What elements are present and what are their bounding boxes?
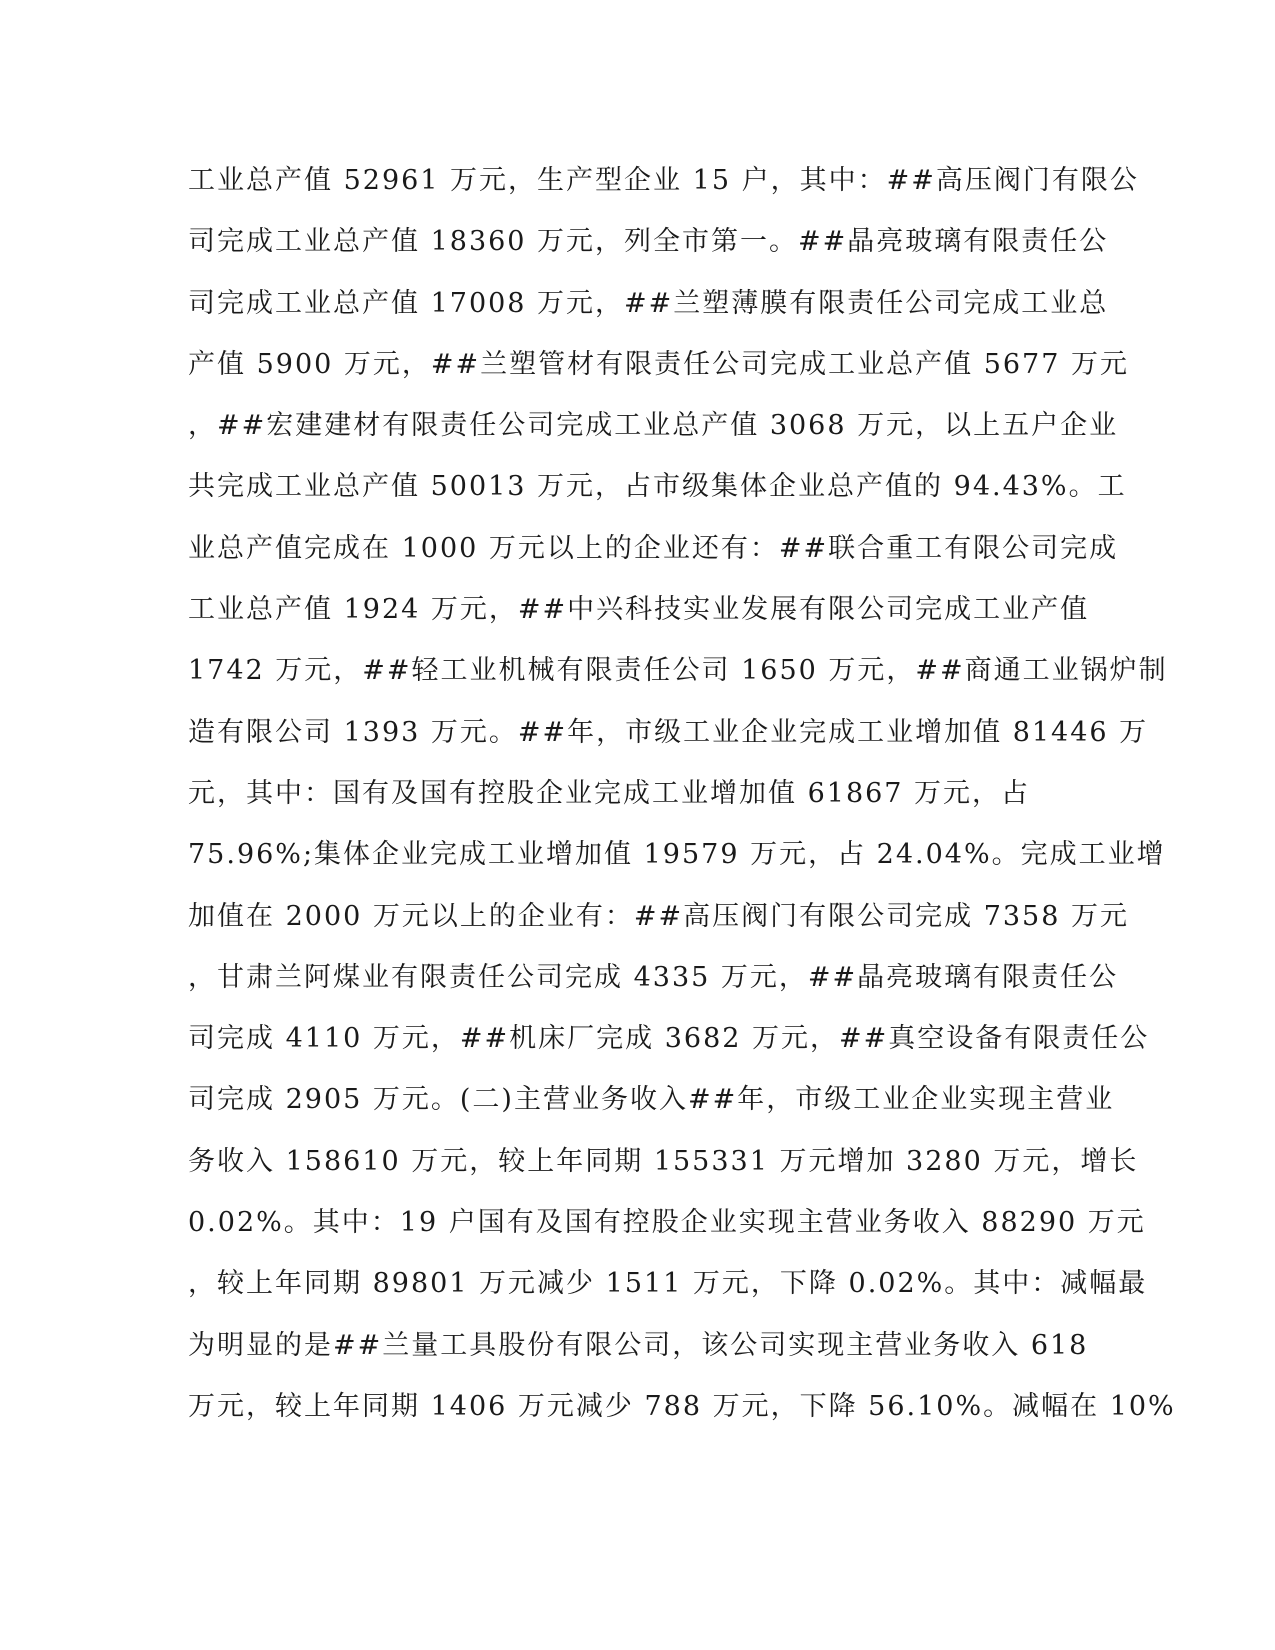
text-line: 司完成工业总产值 17008 万元，##兰塑薄膜有限责任公司完成工业总 — [188, 287, 1109, 319]
text-line: 0.02%。其中：19 户国有及国有控股企业实现主营业务收入 88290 万元 — [188, 1207, 1146, 1239]
text-line: 1742 万元，##轻工业机械有限责任公司 1650 万元，##商通工业锅炉制 — [188, 655, 1168, 687]
text-line: 务收入 158610 万元，较上年同期 155331 万元增加 3280 万元，增长 — [188, 1145, 1139, 1177]
text-line: 万元，较上年同期 1406 万元减少 788 万元，下降 56.10%。减幅在 10% — [188, 1390, 1176, 1422]
text-line: 业总产值完成在 1000 万元以上的企业还有：##联合重工有限公司完成 — [188, 532, 1119, 564]
body-text — [188, 163, 1176, 1450]
text-line: 司完成工业总产值 18360 万元，列全市第一。##晶亮玻璃有限责任公 — [188, 226, 1109, 258]
text-line: 造有限公司 1393 万元。##年，市级工业企业完成工业增加值 81446 万 — [188, 716, 1149, 748]
text-line: 加值在 2000 万元以上的企业有：##高压阀门有限公司完成 7358 万元 — [188, 900, 1130, 932]
text-line: 元，其中：国有及国有控股企业完成工业增加值 61867 万元，占 — [188, 777, 1031, 809]
text-line: 工业总产值 52961 万元，生产型企业 15 户，其中：##高压阀门有限公 — [188, 165, 1139, 196]
text-line: 为明显的是##兰量工具股份有限公司，该公司实现主营业务收入 618 — [188, 1329, 1089, 1361]
text-line: ，##宏建建材有限责任公司完成工业总产值 3068 万元，以上五户企业 — [188, 410, 1119, 442]
text-line: 共完成工业总产值 50013 万元，占市级集体企业总产值的 94.43%。工 — [188, 471, 1127, 503]
text-line: 产值 5900 万元，##兰塑管材有限责任公司完成工业总产值 5677 万元 — [188, 348, 1130, 380]
text-line: 75.96%;集体企业完成工业增加值 19579 万元，占 24.04%。完成工业增 — [188, 839, 1166, 871]
text-line: ，较上年同期 89801 万元减少 1511 万元，下降 0.02%。其中：减幅最 — [188, 1268, 1148, 1300]
text-line: 司完成 4110 万元，##机床厂完成 3682 万元，##真空设备有限责任公 — [188, 1023, 1150, 1055]
text-line: 工业总产值 1924 万元，##中兴科技实业发展有限公司完成工业产值 — [188, 594, 1090, 626]
text-line: ，甘肃兰阿煤业有限责任公司完成 4335 万元，##晶亮玻璃有限责任公 — [188, 961, 1119, 993]
text-line: 司完成 2905 万元。(二)主营业务收入##年，市级工业企业实现主营业 — [188, 1084, 1115, 1116]
